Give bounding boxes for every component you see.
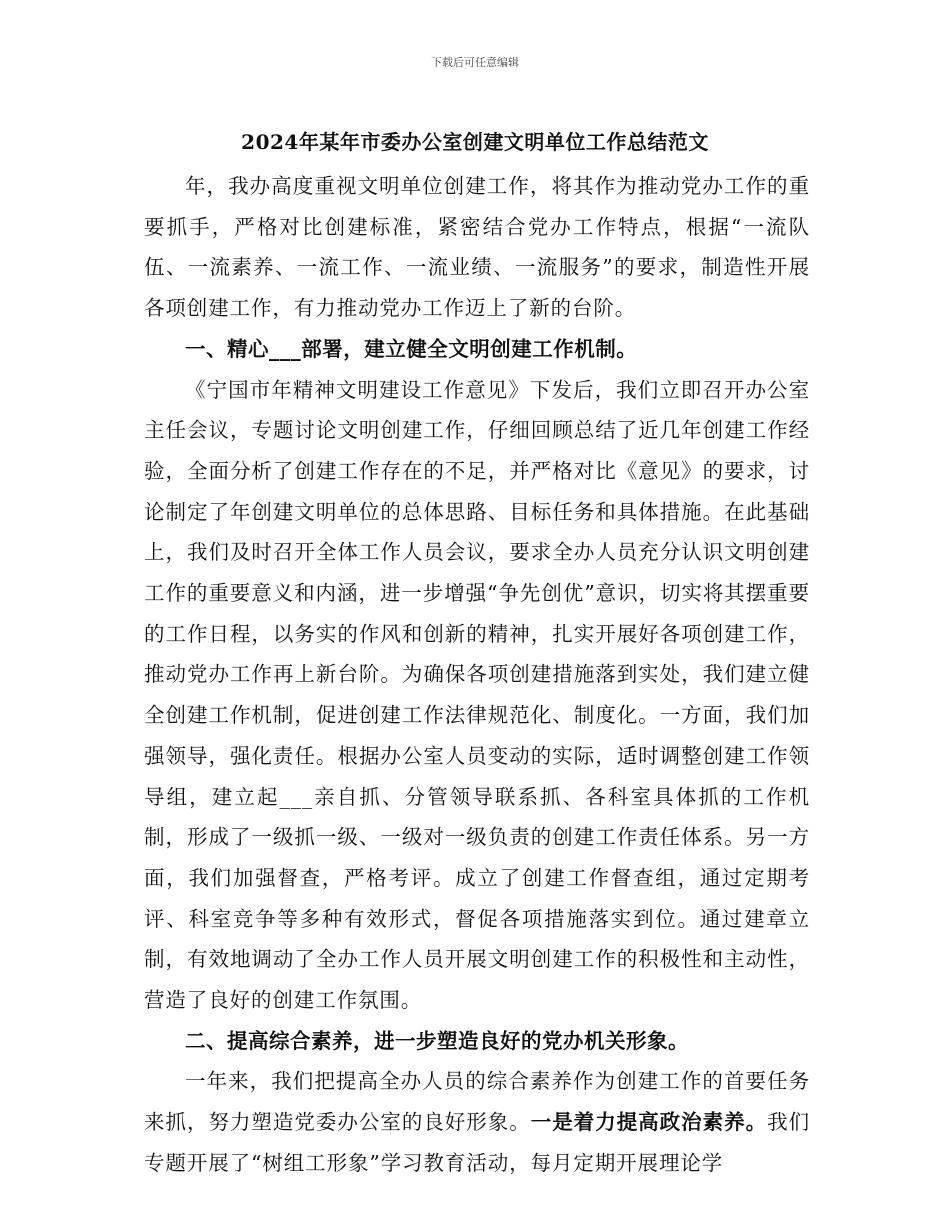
page-header-note: 下载后可任意编辑 [431, 56, 519, 69]
document-title: 2024年某年市委办公室创建文明单位工作总结范文 [241, 130, 709, 154]
section-2-heading: 二、提高综合素养，进一步塑造良好的党办机关形象。 [185, 1028, 689, 1053]
section-1-paragraph: 《宁国市年精神文明建设工作意见》下发后，我们立即召开办公室主任会议，专题讨论文明创建工作，仔细回顾总结了近几年创建工作经验，全面分析了创建工作存在的不足，并严格对比《意见》的要求，讨论制定了年创建文明单位的总体思路、目标任务和具体措施。在此基础上，我们及时召开全体工作人员会议，要求全办人员充分认识文明创建工作的重要意义和内涵，进一步增强“争先创优”意识，切实将其摆重要的工作日程，以务实的作风和创新的精神，扎实开展好各项创建工作，推动党办工作再上新台阶。为确保各项创建措施落到实处，我们建立健全创建工作机制，促进创建工作法律规范化、制度化。一方面，我们加强领导，强化责任。根据办公室人员变动的实际，适时调整创建工作领导组，建立起___亲自抓、分管领导联系抓、各科室具体抓的工作机制，形成了一级抓一级、一级对一级负责的创建工作责任体系。另一方面，我们加强督查，严格考评。成立了创建工作督查组，通过定期考评、科室竞争等多种有效形式，督促各项措施落实到位。通过建章立制，有效地调动了全办工作人员开展文明创建工作的积极性和主动性，营造了良好的创建工作氛围。 [144, 377, 810, 1013]
intro-paragraph: 年，我办高度重视文明单位创建工作，将其作为推动党办工作的重要抓手，严格对比创建标准，紧密结合党办工作特点，根据“一流队伍、一流素养、一流工作、一流业绩、一流服务”的要求，制造性开展各项创建工作，有力推动党办工作迈上了新的台阶。 [144, 174, 810, 321]
section-2-paragraph [144, 1061, 810, 1183]
section-2-text-end: 我们专题开展了“树组工形象”学习教育活动，每月定期开展理论学 [144, 1110, 810, 1175]
section-2-bold-point: 一是着力提高政治素养。 [530, 1110, 768, 1135]
section-2-text-start: 一年来，我们把提高全办人员的综合素养作为创建工作的首要任务来抓，努力塑造党委办公室的良好形象。 [144, 1069, 810, 1135]
document-body [144, 166, 810, 1184]
section-1-heading: 一、精心___部署，建立健全文明创建工作机制。 [185, 336, 638, 361]
